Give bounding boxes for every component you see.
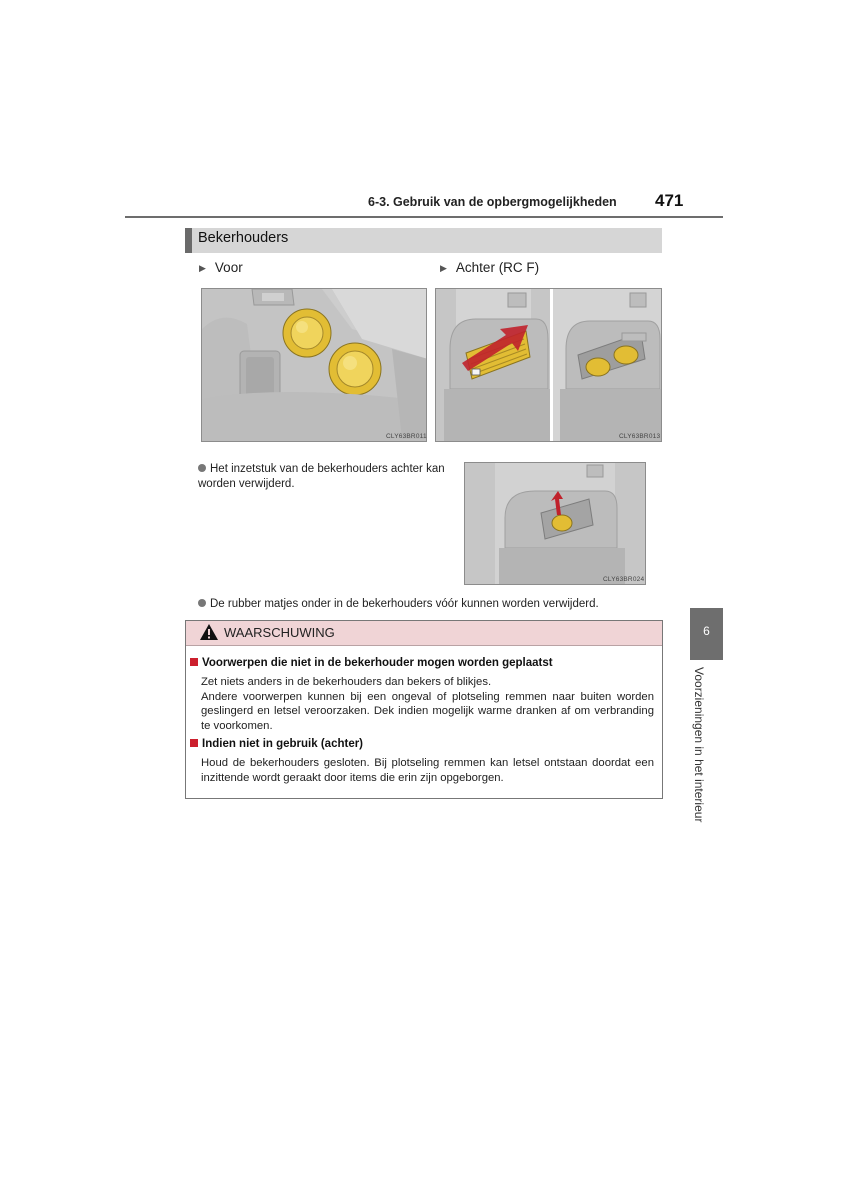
header-section-title: 6-3. Gebruik van de opbergmogelijkheden [368, 195, 617, 209]
rear-label-text: Achter (RC F) [455, 260, 540, 275]
warning-item-body [201, 756, 654, 785]
header-rule [125, 216, 723, 218]
warning-line: Zet niets anders in de bekerhouders dan bekers of blikjes. [201, 676, 492, 688]
triangle-icon: ▶ [440, 263, 447, 273]
rear-label [440, 260, 539, 275]
front-label-text: Voor [214, 260, 243, 275]
bullet-dot-icon [198, 464, 206, 472]
figure-code: CLY63BR011 [386, 433, 427, 440]
warning-item-heading [190, 657, 553, 669]
bullet-dot-icon [198, 599, 206, 607]
section-title: Bekerhouders [198, 230, 289, 246]
chapter-side-label-text: Voorzieningen in het interieur [692, 667, 706, 823]
warning-heading-text: Indien niet in gebruik (achter) [202, 738, 364, 750]
front-cupholder-illustration [201, 288, 427, 442]
rear-insert-illustration [464, 462, 646, 585]
triangle-icon: ▶ [199, 263, 206, 273]
red-square-icon [190, 658, 198, 666]
warning-item-heading [190, 738, 363, 750]
rear-cupholder-illustration [435, 288, 662, 442]
warning-line: Houd de bekerhouders gesloten. Bij plotseling remmen kan letsel ontstaan doordat een inzittende wordt geraakt door items die erin zijn opgeborgen. [201, 757, 654, 784]
warning-line: Andere voorwerpen kunnen bij een ongeval of plotseling remmen naar buiten worden geslingerd en letsel veroorzaken. Dek indien mogelijk warme dranken af om verbranding te voorkomen. [201, 690, 654, 732]
bullet-insert-removable [198, 462, 458, 492]
chapter-tab: 6 [690, 608, 723, 660]
figure-code: CLY63BR013 [619, 433, 661, 440]
warning-item-body [201, 675, 654, 733]
chapter-side-label [692, 667, 712, 847]
warning-triangle-icon [199, 623, 219, 646]
warning-title: WAARSCHUWING [224, 625, 335, 640]
bullet-text: De rubber matjes onder in de bekerhouders vóór kunnen worden verwijderd. [210, 598, 599, 610]
warning-heading-text: Voorwerpen die niet in de bekerhouder mogen worden geplaatst [202, 657, 553, 669]
bullet-text: Het inzetstuk van de bekerhouders achter kan worden verwijderd. [198, 463, 445, 490]
bullet-mats-removable [198, 597, 658, 612]
figure-code: CLY63BR024 [603, 576, 645, 583]
red-square-icon [190, 739, 198, 747]
front-label [199, 260, 243, 275]
page-number: 471 [655, 191, 684, 210]
